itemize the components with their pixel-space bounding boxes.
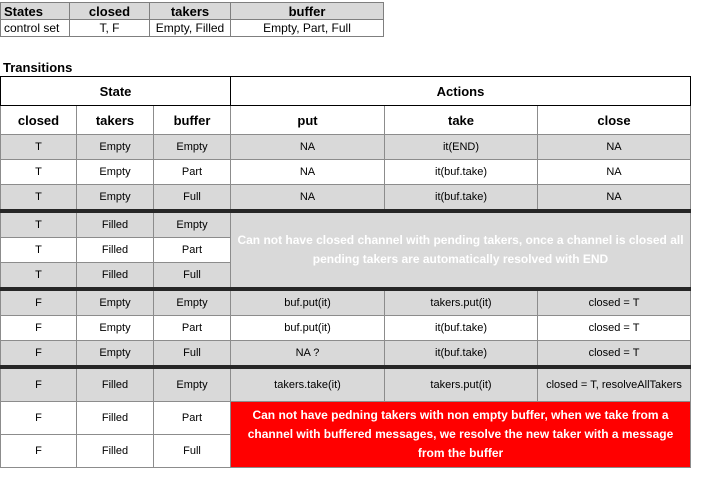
closed-cell: T xyxy=(1,160,77,185)
table-row xyxy=(1,341,691,368)
closed-cell: T xyxy=(1,135,77,160)
take-cell: takers.put(it) xyxy=(385,367,538,402)
control-set-row xyxy=(1,20,384,37)
column-header-row xyxy=(1,106,691,135)
table-row xyxy=(1,402,691,435)
table-row xyxy=(1,316,691,341)
close-cell: closed = T, resolveAllTakers xyxy=(538,367,691,402)
closed-cell: T xyxy=(1,238,77,263)
close-cell: NA xyxy=(538,135,691,160)
closed-cell: F xyxy=(1,289,77,316)
col-header-buffer: buffer xyxy=(154,106,231,135)
takers-cell: Filled xyxy=(77,402,154,435)
states-table xyxy=(0,2,384,37)
take-cell: it(buf.take) xyxy=(385,316,538,341)
table-row xyxy=(1,135,691,160)
transitions-title: Transitions xyxy=(3,60,73,75)
take-cell: it(buf.take) xyxy=(385,185,538,212)
closed-header-cell: closed xyxy=(70,3,150,20)
put-cell: NA xyxy=(231,160,385,185)
table-row xyxy=(1,211,691,238)
takers-cell: Empty xyxy=(77,316,154,341)
table-row xyxy=(1,160,691,185)
close-cell: NA xyxy=(538,185,691,212)
takers-header-cell: takers xyxy=(150,3,231,20)
takers-cell: Empty xyxy=(77,160,154,185)
buffer-cell: Part xyxy=(154,160,231,185)
takers-values: Empty, Filled xyxy=(150,20,231,37)
pending-takers-note: Can not have pedning takers with non empty buffer, when we take from a channel with buffered messages, we resolve the new taker with a message from the buffer xyxy=(231,402,691,468)
put-cell: takers.take(it) xyxy=(231,367,385,402)
closed-cell: F xyxy=(1,341,77,368)
put-cell: buf.put(it) xyxy=(231,289,385,316)
takers-cell: Empty xyxy=(77,341,154,368)
buffer-cell: Full xyxy=(154,435,231,468)
table-row xyxy=(1,367,691,402)
states-header-row xyxy=(1,3,384,20)
buffer-cell: Empty xyxy=(154,211,231,238)
closed-cell: T xyxy=(1,185,77,212)
takers-cell: Filled xyxy=(77,435,154,468)
close-cell: closed = T xyxy=(538,289,691,316)
buffer-cell: Part xyxy=(154,402,231,435)
closed-cell: F xyxy=(1,435,77,468)
closed-values: T, F xyxy=(70,20,150,37)
takers-cell: Empty xyxy=(77,135,154,160)
closed-cell: T xyxy=(1,211,77,238)
table-row xyxy=(1,185,691,212)
buffer-cell: Empty xyxy=(154,367,231,402)
close-cell: closed = T xyxy=(538,341,691,368)
actions-group-header: Actions xyxy=(231,77,691,106)
closed-cell: F xyxy=(1,367,77,402)
closed-cell: F xyxy=(1,402,77,435)
buffer-values: Empty, Part, Full xyxy=(231,20,384,37)
takers-cell: Filled xyxy=(77,263,154,290)
state-group-header: State xyxy=(1,77,231,106)
takers-cell: Filled xyxy=(77,367,154,402)
group-header-row xyxy=(1,77,691,106)
closed-with-takers-note: Can not have closed channel with pending takers, once a channel is closed all pending takers are automatically resolved with END xyxy=(231,211,691,289)
closed-cell: T xyxy=(1,263,77,290)
close-cell: NA xyxy=(538,160,691,185)
put-cell: NA xyxy=(231,185,385,212)
buffer-cell: Empty xyxy=(154,289,231,316)
takers-cell: Empty xyxy=(77,289,154,316)
takers-cell: Filled xyxy=(77,211,154,238)
closed-cell: F xyxy=(1,316,77,341)
transitions-table xyxy=(0,76,691,468)
takers-cell: Empty xyxy=(77,185,154,212)
buffer-cell: Full xyxy=(154,185,231,212)
buffer-cell: Full xyxy=(154,341,231,368)
col-header-takers: takers xyxy=(77,106,154,135)
col-header-take: take xyxy=(385,106,538,135)
buffer-cell: Part xyxy=(154,238,231,263)
states-header-cell: States xyxy=(1,3,70,20)
take-cell: it(buf.take) xyxy=(385,160,538,185)
col-header-put: put xyxy=(231,106,385,135)
put-cell: buf.put(it) xyxy=(231,316,385,341)
take-cell: takers.put(it) xyxy=(385,289,538,316)
buffer-header-cell: buffer xyxy=(231,3,384,20)
buffer-cell: Part xyxy=(154,316,231,341)
put-cell: NA ? xyxy=(231,341,385,368)
close-cell: closed = T xyxy=(538,316,691,341)
col-header-close: close xyxy=(538,106,691,135)
put-cell: NA xyxy=(231,135,385,160)
takers-cell: Filled xyxy=(77,238,154,263)
take-cell: it(END) xyxy=(385,135,538,160)
buffer-cell: Empty xyxy=(154,135,231,160)
table-row xyxy=(1,289,691,316)
col-header-closed: closed xyxy=(1,106,77,135)
control-set-label: control set xyxy=(1,20,70,37)
take-cell: it(buf.take) xyxy=(385,341,538,368)
buffer-cell: Full xyxy=(154,263,231,290)
